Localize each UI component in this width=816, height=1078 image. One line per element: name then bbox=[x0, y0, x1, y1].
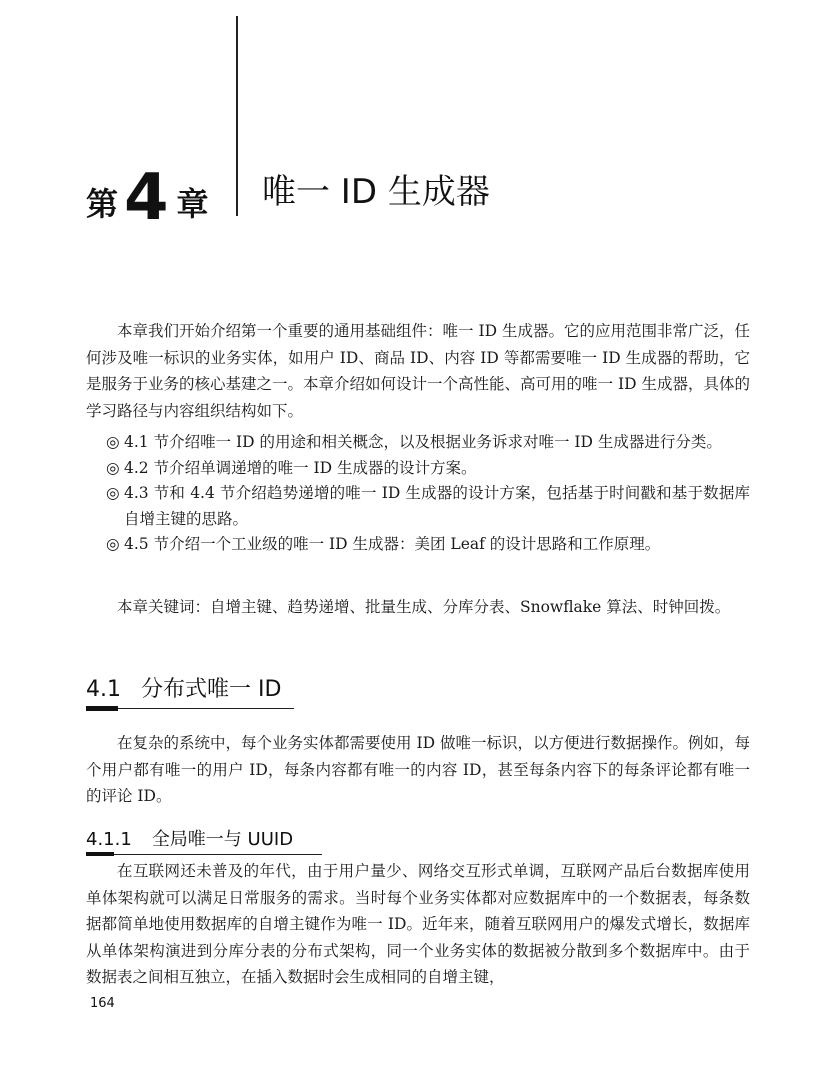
section-heading-4-1-1 bbox=[86, 828, 293, 852]
subsection-underline bbox=[86, 854, 322, 855]
list-item bbox=[86, 481, 750, 532]
chapter-title: 唯一 ID 生成器 bbox=[262, 172, 490, 212]
list-item bbox=[86, 430, 750, 456]
chapter-divider-line bbox=[236, 16, 238, 216]
section-underline-accent bbox=[86, 706, 118, 711]
subsection-number: 4.1.1 bbox=[86, 829, 132, 850]
intro-paragraph: 本章我们开始介绍第一个重要的通用基础组件：唯一 ID 生成器。它的应用范围非常广泛，任何涉及唯一标识的业务实体，如用户 ID、商品 ID、内容 ID 等都需要唯一 ID 生成器的帮助，它是服务于业务的核心基建之一。本章介绍如何设计一个高性能、高可用的唯一 ID 生成器，具体的学习路径与内容组织结构如下。 bbox=[86, 322, 750, 420]
bullet-icon: ◎ bbox=[106, 484, 120, 502]
list-item bbox=[86, 456, 750, 482]
section-title: 分布式唯一 ID bbox=[141, 677, 282, 702]
chapter-number: 4 bbox=[124, 161, 169, 235]
list-item-text: 4.3 节和 4.4 节介绍趋势递增的唯一 ID 生成器的设计方案，包括基于时间戳和基于数据库自增主键的思路。 bbox=[124, 484, 750, 528]
bullet-icon: ◎ bbox=[106, 535, 120, 553]
section-heading-4-1 bbox=[86, 676, 281, 704]
subsection-underline-accent bbox=[86, 852, 114, 856]
section-4-1-1-paragraph: 在互联网还未普及的年代，由于用户量少、网络交互形式单调，互联网产品后台数据库使用单体架构就可以满足日常服务的需求。当时每个业务实体都对应数据库中的一个数据表，每条数据都简单地使用数据库的自增主键作为唯一 ID。近年来，随着互联网用户的爆发式增长，数据库从单体架构演进到分库分表的分布式架构，同一个业务实体的数据被分散到多个数据库中。由于数据表之间相互独立，在插入数据时会生成相同的自增主键， bbox=[86, 862, 750, 986]
section-number: 4.1 bbox=[86, 677, 121, 702]
subsection-title: 全局唯一与 UUID bbox=[151, 829, 294, 850]
chapter-outline-list bbox=[86, 430, 750, 558]
chapter-label bbox=[86, 150, 209, 235]
bullet-icon: ◎ bbox=[106, 433, 120, 451]
chapter-prefix: 第 bbox=[86, 185, 119, 223]
section-4-1-paragraph: 在复杂的系统中，每个业务实体都需要使用 ID 做唯一标识，以方便进行数据操作。例如，每个用户都有唯一的用户 ID，每条内容都有唯一的内容 ID，甚至每条内容下的每条评论都有唯一的评论 ID。 bbox=[86, 734, 750, 805]
keywords-paragraph: 本章关键词：自增主键、趋势递增、批量生成、分库分表、Snowflake 算法、时钟回拨。 bbox=[117, 598, 731, 616]
chapter-suffix: 章 bbox=[176, 185, 209, 223]
list-item bbox=[86, 532, 750, 558]
bullet-icon: ◎ bbox=[106, 458, 120, 477]
list-item-text: 4.1 节介绍唯一 ID 的用途和相关概念，以及根据业务诉求对唯一 ID 生成器进行分类。 bbox=[124, 433, 722, 451]
list-item-text: 4.2 节介绍单调递增的唯一 ID 生成器的设计方案。 bbox=[124, 458, 477, 477]
list-item-text: 4.5 节介绍一个工业级的唯一 ID 生成器：美团 Leaf 的设计思路和工作原理。 bbox=[124, 535, 661, 553]
page-number: 164 bbox=[90, 996, 115, 1011]
